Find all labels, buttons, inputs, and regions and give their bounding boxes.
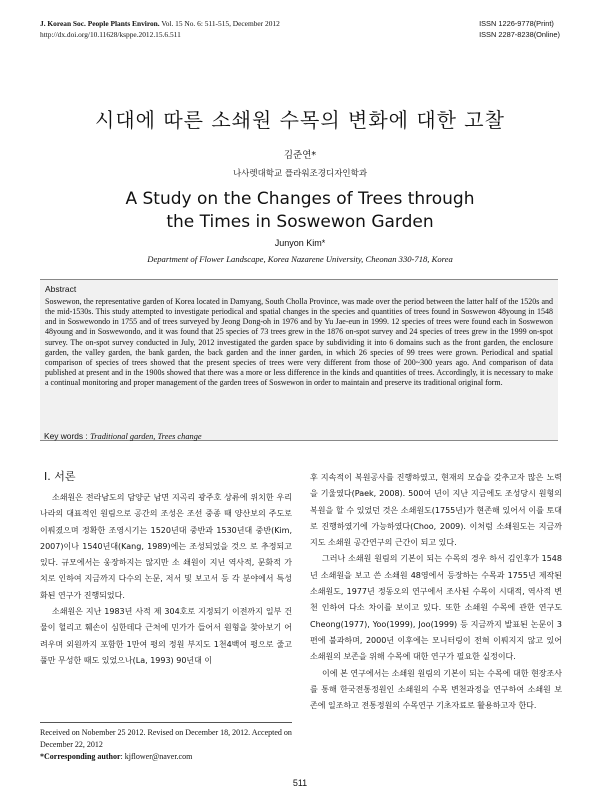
corresponding-label: *Corresponding author [40, 752, 121, 761]
keywords-label: Key words : [44, 431, 91, 441]
abstract-heading: Abstract [45, 284, 77, 294]
journal-name: J. Korean Soc. People Plants Environ. [40, 19, 160, 28]
abstract-body: Soswewon, the representative garden of Korea located in Damyang, South Cholla Province, was made over the period between the latter half of the 1520s and the mid-1530s. This study attempted to investigate periodical and spatial changes in the species and quantities of trees found in Soswewon 48young in 1548 and in Soswewondo in 1755 and of trees surveyed by Jeong Dong-oh in 1976 and by Yu Jae-eun in 1999. 12 species of trees were found each in Soswewon 48young and in Soswewondo, and it was found that 25 species of 73 trees grew in the 1876 on-spot survey and 24 species of trees grew in the 1999 on-spot survey. The on-spot survey conducted in July, 2012 investigated the garden space by subdividing it into 6 domains such as the front garden, the enclosure garden, the valley garden, the bank garden, the back garden and the inner garden, in which 26 species of 99 trees were grown. Periodical and spatial comparison of species of trees showed that the present species of trees were very different from those of 200~300 years ago. And comparison of data published at present and in the 1900s showed that there was a more or less difference in the kinds and quantities of trees. Accordingly, it is necessary to make a continual monitoring and proper management of the garden trees of Soswewon in order to maintain and preserve its traditional original form. [45, 297, 553, 388]
title-english-line2: the Times in Soswewon Garden [166, 212, 434, 232]
title-korean: 시대에 따른 소쇄원 수목의 변화에 대한 고찰 [95, 108, 505, 132]
issn-block [479, 18, 560, 40]
paragraph: 소쇄원은 전라남도의 담양군 남면 지곡리 광주호 상류에 위치한 우리나라의 대표적인 원림으로 공간의 조성은 조선 중종 때 양산보의 주도로 이뤄졌으며 정확한 조영시기는 1520년대 중반과 1530년대 중반(Kim, 2007)이나 1540년대(Kang, 1989)에는 조성되었을 것으 로 추정되고 있다. 규모에서는 웅장하지는 않지만 소 쇄원이 지닌 역사적, 문화적 가치로 인하여 지금까지 다수의 논문, 저서 및 보고서 등 각 분야에서 특성화된 연구가 진행되었다. [40, 493, 292, 600]
paragraph: 이에 본 연구에서는 소쇄원 원림의 기본이 되는 수목에 대한 현장조사를 통해 한국전통정원인 소쇄원의 수목 변천과정을 연구하여 소쇄원 보존에 일조하고 전통정원의 수목연구 기초자료로 활용하고자 한다. [310, 668, 562, 711]
page-number: 511 [292, 778, 308, 788]
column-left [40, 470, 292, 669]
author-english: Junyon Kim* [274, 238, 326, 248]
title-english [0, 188, 600, 234]
title-english-line1: A Study on the Changes of Trees through [125, 189, 475, 209]
column-right [310, 470, 562, 714]
abstract-box [40, 279, 558, 441]
journal-citation: Vol. 15 No. 6: 511-515, December 2012 [159, 19, 280, 28]
section-title: Ⅰ. 서론 [44, 470, 76, 483]
journal-header [40, 18, 280, 40]
corresponding-author [40, 751, 292, 763]
corresponding-email[interactable]: : kjflower@naver.com [120, 752, 193, 761]
doi-link[interactable]: http://dx.doi.org/10.11628/ksppe.2012.15.6.511 [40, 30, 181, 39]
affiliation-english: Department of Flower Landscape, Korea Nazarene University, Cheonan 330-718, Korea [147, 254, 453, 264]
affiliation-korean: 나사렛대학교 플라워조경디자인학과 [232, 169, 368, 179]
received-dates: Received on Nobember 25 2012. Revised on December 18, 2012. Accepted on December 22, 2012 [40, 728, 292, 749]
author-korean: 김준연* [283, 150, 317, 161]
keywords-value: Traditional garden, Trees change [90, 432, 202, 441]
issn-print: ISSN 1226-9778(Print) [479, 19, 554, 28]
paragraph: 그러나 소쇄원 원림의 기본이 되는 수목의 경우 하서 김인후가 1548년 소쇄원을 보고 쓴 소쇄원 48영에서 등장하는 수목과 1755년 제작된 소쇄원도, 1977년 정동오의 연구에서 조사된 수목이 시대적, 역사적 변천 인하여 다소 차이를 보이고 있다. 또한 소쇄원 수목에 관한 연구도 Cheong(1977), Yoo(1999), Joo(1999) 등 지금까지 발표된 논문이 3편에 불과하며, 2000년 이후에는 모니터링이 전혀 이뤄지지 않고 있어 소쇄원의 보존을 위해 수목에 대한 연구가 필요한 실정이다. [310, 554, 562, 662]
paragraph: 후 지속적이 복원공사를 진행하였고, 현재의 모습을 갖추고자 많은 노력을 기울였다(Paek, 2008). 500여 년이 지난 지금에도 조성당시 원형의 복원을 할 수 있었던 것은 소쇄원도(1755년)가 현존해 있어서 이를 토대로 진행하였기에 가능하였다(Choo, 2009). 이처럼 소쇄원도는 지금까지도 소쇄원 공간연구의 근간이 되고 있다. [310, 473, 562, 548]
issn-online: ISSN 2287-8238(Online) [479, 30, 560, 39]
footnote [40, 722, 292, 763]
keywords [44, 431, 202, 441]
paragraph: 소쇄원은 지난 1983년 사적 제 304호로 지정되기 이전까지 일부 건물이 헐리고 훼손이 심한데다 근처에 민가가 들어서 원형을 찾아보기 어려우며 외원까지 포함한 1만여 평의 정원 부지도 1천4백여 평으로 줄고 풀만 무성한 때도 있었으나(La, 1993) 90년대 이 [40, 607, 292, 665]
